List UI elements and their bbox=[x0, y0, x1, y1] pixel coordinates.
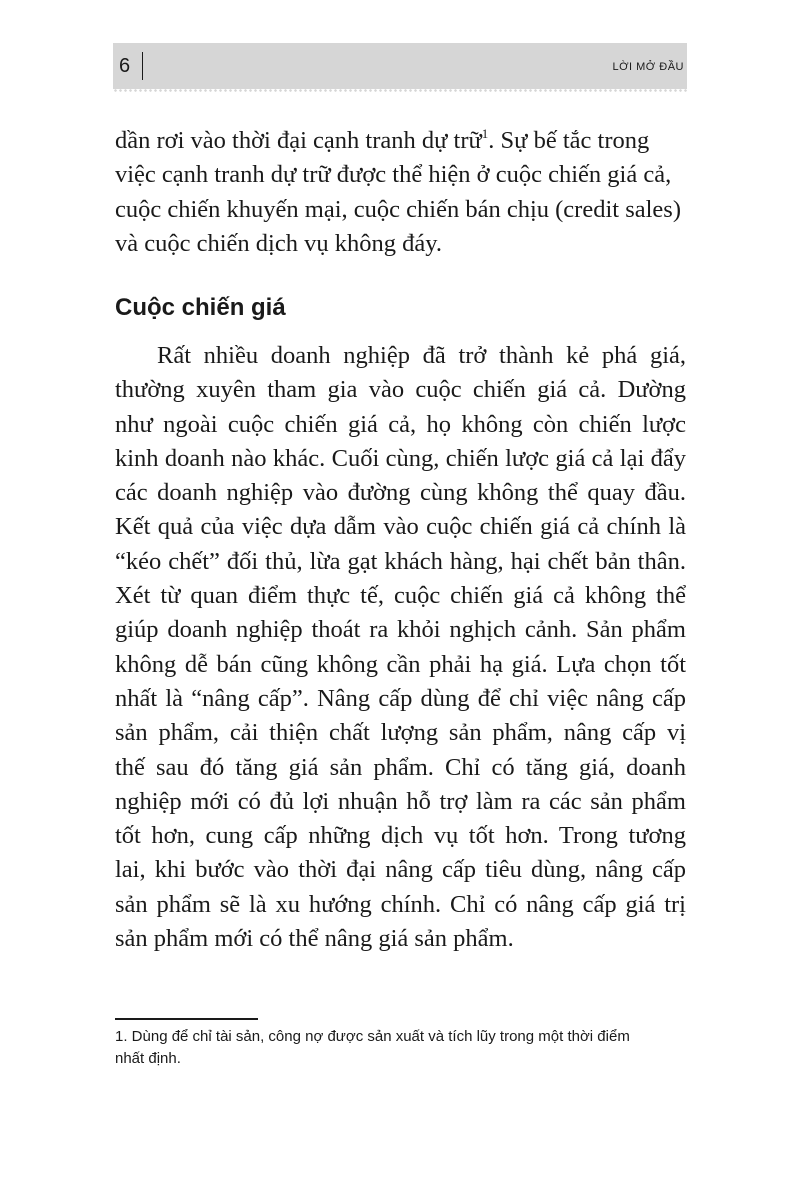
text-line: thế sau đó tăng giá sản phẩm. Chỉ có tăng giá, doanh bbox=[115, 753, 686, 781]
text-line: như ngoài cuộc chiến giá cả, họ không còn chiến lược bbox=[115, 410, 686, 438]
text-line: Kết quả của việc dựa dẫm vào cuộc chiến giá cả chính là bbox=[115, 513, 686, 541]
text-line: lai, khi bước vào thời đại nâng cấp tiêu dùng, nâng cấp bbox=[115, 856, 686, 884]
text-line: sản phẩm sẽ là xu hướng chính. Chỉ có nâng cấp giá trị bbox=[115, 890, 686, 918]
text-line: nhất là “nâng cấp”. Nâng cấp dùng để chỉ việc nâng cấp bbox=[115, 684, 686, 712]
text-line: không dễ bán cũng không cần phải hạ giá. Lựa chọn tốt bbox=[115, 650, 686, 678]
text-line-part: . Sự bế tắc trong bbox=[488, 127, 650, 154]
running-header bbox=[113, 43, 687, 89]
intro-paragraph bbox=[115, 124, 686, 261]
section-paragraph bbox=[115, 339, 686, 956]
text-line: Xét từ quan điểm thực tế, cuộc chiến giá cả không thể bbox=[115, 582, 686, 610]
text-line: nghiệp mới có đủ lợi nhuận hỗ trợ làm ra các sản phẩm bbox=[115, 787, 686, 815]
text-line: việc cạnh tranh dự trữ được thể hiện ở cuộc chiến giá cả, bbox=[115, 161, 672, 189]
text-line: kinh doanh nào khác. Cuối cùng, chiến lược giá cả lại đẩy bbox=[115, 444, 686, 472]
text-line: và cuộc chiến dịch vụ không đáy. bbox=[115, 229, 443, 257]
footnote-line: 1. Dùng để chỉ tài sản, công nợ được sản xuất và tích lũy trong một thời điểm bbox=[115, 1028, 630, 1045]
footnote bbox=[115, 1026, 695, 1070]
text-line: tốt hơn, cung cấp những dịch vụ tốt hơn. Trong tương bbox=[115, 822, 686, 850]
running-header-section-title: LỜI MỞ ĐẦU bbox=[612, 61, 684, 73]
footnote-reference: 1 bbox=[481, 126, 489, 141]
page-number: 6 bbox=[119, 52, 143, 80]
text-line: các doanh nghiệp vào đường cùng không thể quay đầu. bbox=[115, 479, 686, 507]
text-line: thường xuyên tham gia vào cuộc chiến giá cả. Dường bbox=[115, 376, 686, 404]
text-line-part: dần rơi vào thời đại cạnh tranh dự trữ bbox=[115, 127, 482, 154]
footnote-line: nhất định. bbox=[115, 1050, 181, 1067]
text-line bbox=[115, 124, 686, 158]
text-line: Rất nhiều doanh nghiệp đã trở thành kẻ phá giá, bbox=[157, 342, 686, 369]
footnote-divider bbox=[115, 1018, 258, 1020]
text-line: “kéo chết” đối thủ, lừa gạt khách hàng, hại chết bản thân. bbox=[115, 547, 686, 575]
text-line: cuộc chiến khuyến mại, cuộc chiến bán chịu (credit sales) bbox=[115, 195, 681, 223]
section-heading: Cuộc chiến giá bbox=[115, 294, 286, 321]
text-line: giúp doanh nghiệp thoát ra khỏi nghịch cảnh. Sản phẩm bbox=[115, 616, 686, 644]
text-line: sản phẩm, cải thiện chất lượng sản phẩm, nâng cấp vị bbox=[115, 719, 686, 747]
text-line: sản phẩm mới có thể nâng giá sản phẩm. bbox=[115, 925, 514, 953]
